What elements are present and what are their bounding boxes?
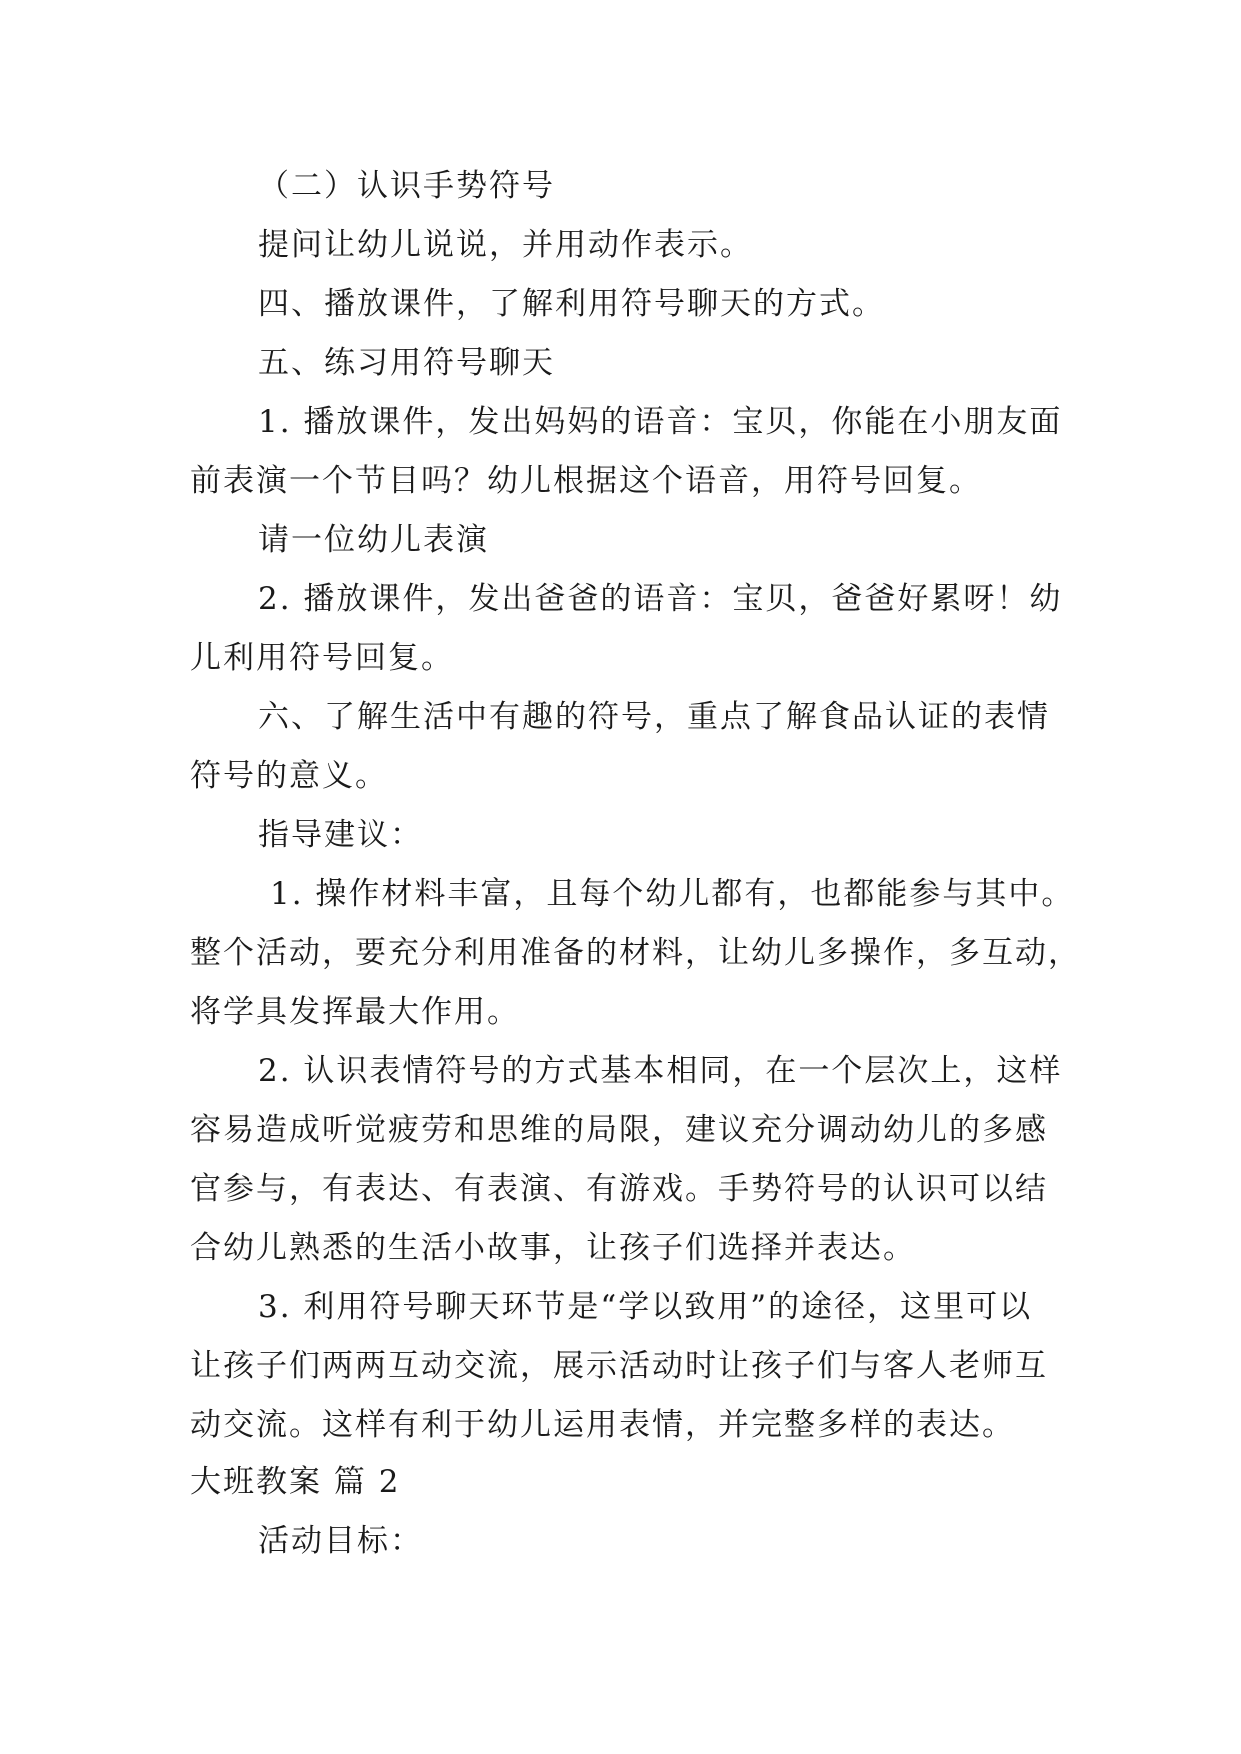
paragraph-line: 儿利用符号回复。 [190, 640, 454, 676]
paragraph-line: 请一位幼儿表演 [258, 522, 489, 558]
section-heading: （二）认识手势符号 [258, 168, 555, 204]
list-item-line: 3. 利用符号聊天环节是“学以致用”的途径，这里可以 [258, 1289, 1033, 1325]
section-heading: 四、播放课件，了解利用符号聊天的方式。 [258, 286, 885, 322]
paragraph-line: 让孩子们两两互动交流，展示活动时让孩子们与客人老师互 [190, 1348, 1048, 1384]
paragraph-line: 官参与，有表达、有表演、有游戏。手势符号的认识可以结 [190, 1171, 1048, 1207]
list-item-line: 1. 操作材料丰富，且每个幼儿都有，也都能参与其中。 [270, 876, 1075, 912]
subheading: 活动目标： [258, 1523, 423, 1559]
article-title: 大班教案 篇 2 [190, 1464, 401, 1500]
paragraph-line: 将学具发挥最大作用。 [190, 994, 520, 1030]
paragraph-line: 前表演一个节目吗？幼儿根据这个语音，用符号回复。 [190, 463, 982, 499]
subheading: 指导建议： [258, 817, 423, 853]
section-heading: 五、练习用符号聊天 [258, 345, 555, 381]
paragraph-line: 容易造成听觉疲劳和思维的局限，建议充分调动幼儿的多感 [190, 1112, 1048, 1148]
list-item-line: 2. 认识表情符号的方式基本相同，在一个层次上，这样 [258, 1053, 1063, 1089]
paragraph-line: 合幼儿熟悉的生活小故事，让孩子们选择并表达。 [190, 1230, 916, 1266]
paragraph-line: 提问让幼儿说说，并用动作表示。 [258, 227, 753, 263]
list-item-line: 1. 播放课件，发出妈妈的语音：宝贝，你能在小朋友面 [258, 404, 1063, 440]
section-heading: 六、了解生活中有趣的符号，重点了解食品认证的表情 [258, 699, 1050, 735]
paragraph-line: 整个活动，要充分利用准备的材料，让幼儿多操作，多互动， [190, 935, 1081, 971]
paragraph-line: 符号的意义。 [190, 758, 388, 794]
list-item-line: 2. 播放课件，发出爸爸的语音：宝贝，爸爸好累呀！幼 [258, 581, 1063, 617]
paragraph-line: 动交流。这样有利于幼儿运用表情，并完整多样的表达。 [190, 1407, 1015, 1443]
